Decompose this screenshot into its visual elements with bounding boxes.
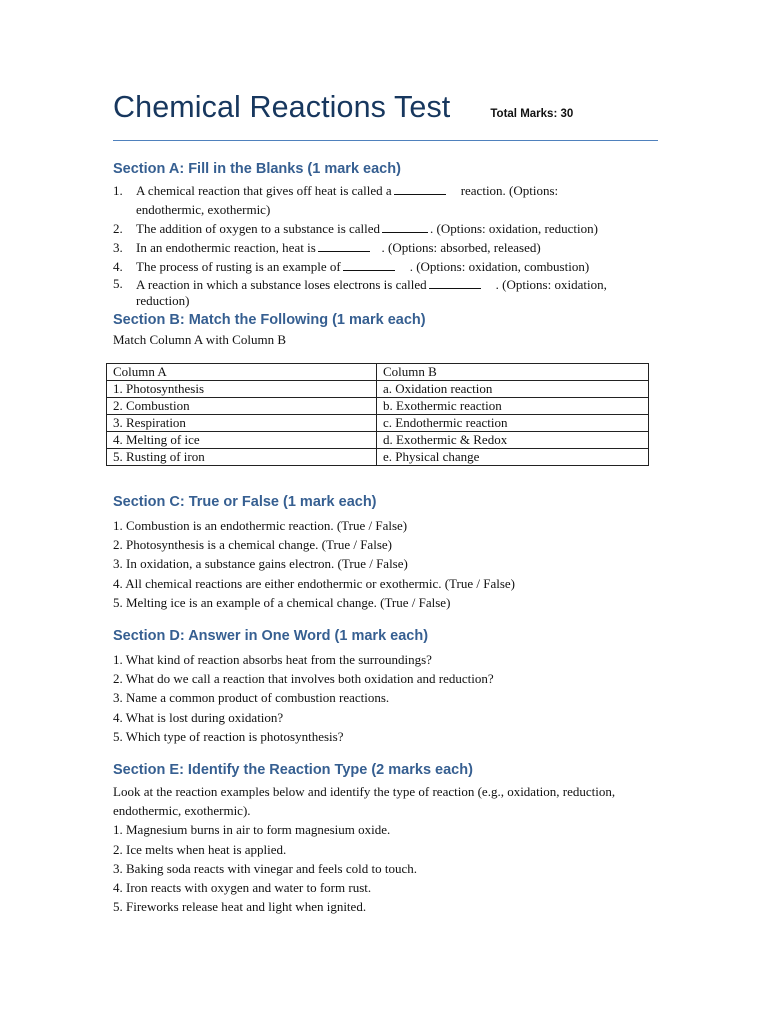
item-number: 1.: [113, 183, 123, 198]
table-cell: e. Physical change: [377, 449, 649, 466]
list-item: 2. Photosynthesis is a chemical change. (True / False): [113, 537, 392, 553]
list-item: [113, 181, 658, 219]
list-item: 2. Ice melts when heat is applied.: [113, 841, 287, 857]
list-item: [113, 257, 658, 276]
list-item: [113, 238, 658, 257]
table-row: [107, 381, 649, 398]
table-cell: 2. Combustion: [107, 398, 377, 415]
section-a-heading: Section A: Fill in the Blanks (1 mark each): [113, 161, 401, 177]
table-cell: 4. Melting of ice: [107, 432, 377, 449]
item-number: 4.: [113, 259, 123, 274]
title-divider: [113, 140, 658, 141]
item-text: reaction. (Options:: [460, 183, 559, 198]
table-cell: 5. Rusting of iron: [107, 449, 377, 466]
list-item: 4. Iron reacts with oxygen and water to form rust.: [113, 880, 372, 896]
test-page: [113, 90, 658, 916]
item-number: 5.: [113, 276, 123, 291]
section-a-list: [113, 181, 658, 309]
item-text: reduction): [136, 293, 190, 308]
list-item: 5. Which type of reaction is photosynthesis?: [113, 728, 344, 744]
table-cell: 1. Photosynthesis: [107, 381, 377, 398]
section-b-heading: Section B: Match the Following (1 mark each): [113, 312, 426, 328]
page-title: Chemical Reactions Test: [113, 90, 451, 124]
table-cell: a. Oxidation reaction: [377, 381, 649, 398]
answer-blank: [429, 278, 481, 289]
list-item: 5. Fireworks release heat and light when ignited.: [113, 899, 367, 915]
item-text: endothermic, exothermic): [136, 202, 271, 217]
section-c-heading: Section C: True or False (1 mark each): [113, 494, 377, 510]
table-row: [107, 415, 649, 432]
column-header: Column A: [107, 364, 377, 381]
column-header: Column B: [377, 364, 649, 381]
answer-blank: [343, 260, 395, 271]
list-item: 3. In oxidation, a substance gains electron. (True / False): [113, 556, 408, 572]
list-item: 5. Melting ice is an example of a chemical change. (True / False): [113, 594, 451, 610]
answer-blank: [382, 222, 428, 233]
item-text: . (Options: absorbed, released): [381, 240, 541, 255]
item-text: The addition of oxygen to a substance is called: [136, 221, 381, 236]
item-number: 3.: [113, 240, 123, 255]
table-row: [107, 449, 649, 466]
section-d-list: [113, 650, 658, 746]
item-text: . (Options: oxidation, combustion): [409, 259, 590, 274]
table-row: [107, 432, 649, 449]
table-cell: c. Endothermic reaction: [377, 415, 649, 432]
item-text: . (Options: oxidation, reduction): [430, 221, 598, 236]
item-text: The process of rusting is an example of: [136, 259, 341, 274]
table-row: [107, 398, 649, 415]
item-text: A reaction in which a substance loses electrons is called: [136, 277, 427, 292]
item-text: In an endothermic reaction, heat is: [136, 240, 316, 255]
table-cell: b. Exothermic reaction: [377, 398, 649, 415]
total-marks: Total Marks: 30: [490, 108, 574, 120]
table-header-row: [107, 364, 649, 381]
table-cell: d. Exothermic & Redox: [377, 432, 649, 449]
item-number: 2.: [113, 221, 123, 236]
list-item: 3. Name a common product of combustion reactions.: [113, 690, 390, 706]
section-e-list: [113, 820, 658, 916]
list-item: 2. What do we call a reaction that involves both oxidation and reduction?: [113, 671, 494, 687]
section-e-heading: Section E: Identify the Reaction Type (2 marks each): [113, 762, 473, 779]
match-table: [106, 363, 649, 466]
title-row: [113, 90, 658, 138]
list-item: [113, 219, 658, 238]
section-b-instruction: Match Column A with Column B: [113, 332, 286, 347]
section-e-intro: Look at the reaction examples below and identify the type of reaction (e.g., oxidation, reduction, endothermic, exothermic).: [113, 784, 616, 819]
list-item: 3. Baking soda reacts with vinegar and feels cold to touch.: [113, 860, 417, 876]
list-item: 4. All chemical reactions are either endothermic or exothermic. (True / False): [113, 575, 516, 591]
list-item: 4. What is lost during oxidation?: [113, 709, 284, 725]
table-cell: 3. Respiration: [107, 415, 377, 432]
answer-blank: [394, 184, 446, 195]
item-text: A chemical reaction that gives off heat is called a: [136, 183, 392, 198]
item-text: . (Options: oxidation,: [495, 277, 607, 292]
list-item: 1. Magnesium burns in air to form magnesium oxide.: [113, 822, 391, 838]
list-item: 1. Combustion is an endothermic reaction. (True / False): [113, 518, 408, 533]
list-item: 1. What kind of reaction absorbs heat from the surroundings?: [113, 652, 432, 668]
answer-blank: [318, 241, 370, 252]
section-d-heading: Section D: Answer in One Word (1 mark each): [113, 628, 429, 645]
list-item: [113, 276, 658, 309]
section-c-list: [113, 516, 658, 612]
